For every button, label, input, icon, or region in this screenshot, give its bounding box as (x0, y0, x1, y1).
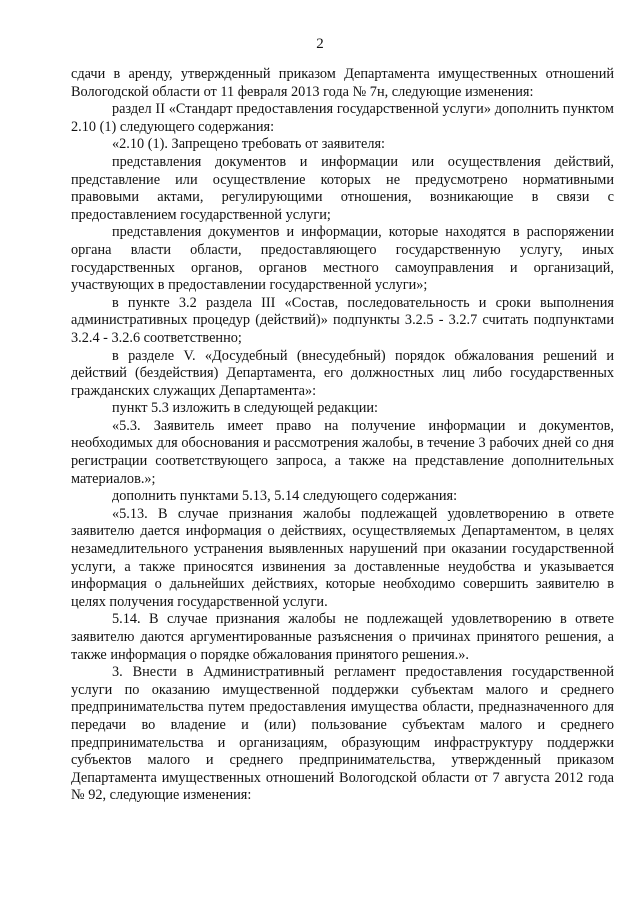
paragraph: «2.10 (1). Запрещено требовать от заявителя: (112, 136, 386, 153)
paragraph: представления документов и информации или осуществления действий, представление или осуществление которых не предусмотрено нормативными правовыми актами, регулирующими отношения, возникающие в связи с предоставлением государственной услуги; (71, 153, 614, 223)
document-body (71, 66, 614, 805)
paragraph: пункт 5.3 изложить в следующей редакции: (112, 400, 379, 417)
paragraph: дополнить пунктами 5.13, 5.14 следующего содержания: (112, 488, 458, 505)
paragraph: 3. Внести в Административный регламент предоставления государственной услуги по оказанию имущественной поддержки субъектам малого и среднего предпринимательства путем предоставления имущества области, предназначенного для передачи во владение и (или) пользование субъектам малого и среднего предпринимательства и организациям, образующим инфраструктуру поддержки субъектов малого и среднего предпринимательства, утвержденный приказом Департамента имущественных отношений Вологодской области от 7 августа 2012 года № 92, следующие изменения: (71, 664, 614, 804)
page-number: 2 (316, 36, 324, 52)
paragraph: «5.13. В случае признания жалобы подлежащей удовлетворению в ответе заявителю дается информация о действиях, осуществляемых Департаментом, в целях незамедлительного устранения выявленных нарушений при оказании государственной услуги, а также приносятся извинения за доставленные неудобства и указывается информация о дальнейших действиях, которые необходимо совершить заявителю в целях получения государственной услуги. (71, 505, 614, 610)
paragraph: в разделе V. «Досудебный (внесудебный) порядок обжалования решений и действий (бездействия) Департамента, его должностных лиц либо государственных гражданских служащих Департамента»: (71, 347, 614, 399)
paragraph: 5.14. В случае признания жалобы не подлежащей удовлетворению в ответе заявителю даются аргументированные разъяснения о причинах принятого решения, а также информация о порядке обжалования принятого решения.». (71, 611, 614, 663)
paragraph: «5.3. Заявитель имеет право на получение информации и документов, необходимых для обоснования и рассмотрения жалобы, в течение 3 рабочих дней со дня регистрации соответствующего запроса, а также на представление дополнительных материалов.»; (71, 417, 614, 487)
paragraph: в пункте 3.2 раздела III «Состав, последовательность и сроки выполнения административных процедур (действий)» подпункты 3.2.5 - 3.2.7 считать подпунктами 3.2.4 - 3.2.6 соответственно; (71, 294, 614, 346)
paragraph: представления документов и информации, которые находятся в распоряжении органа власти области, предоставляющего государственную услугу, иных государственных органов, органов местного самоуправления и организаций, участвующих в предоставлении государственной услуги»; (71, 224, 614, 294)
paragraph: сдачи в аренду, утвержденный приказом Департамента имущественных отношений Вологодской области от 11 февраля 2013 года № 7н, следующие изменения: (71, 66, 614, 100)
paragraph: раздел II «Стандарт предоставления государственной услуги» дополнить пунктом 2.10 (1) следующего содержания: (71, 101, 614, 135)
